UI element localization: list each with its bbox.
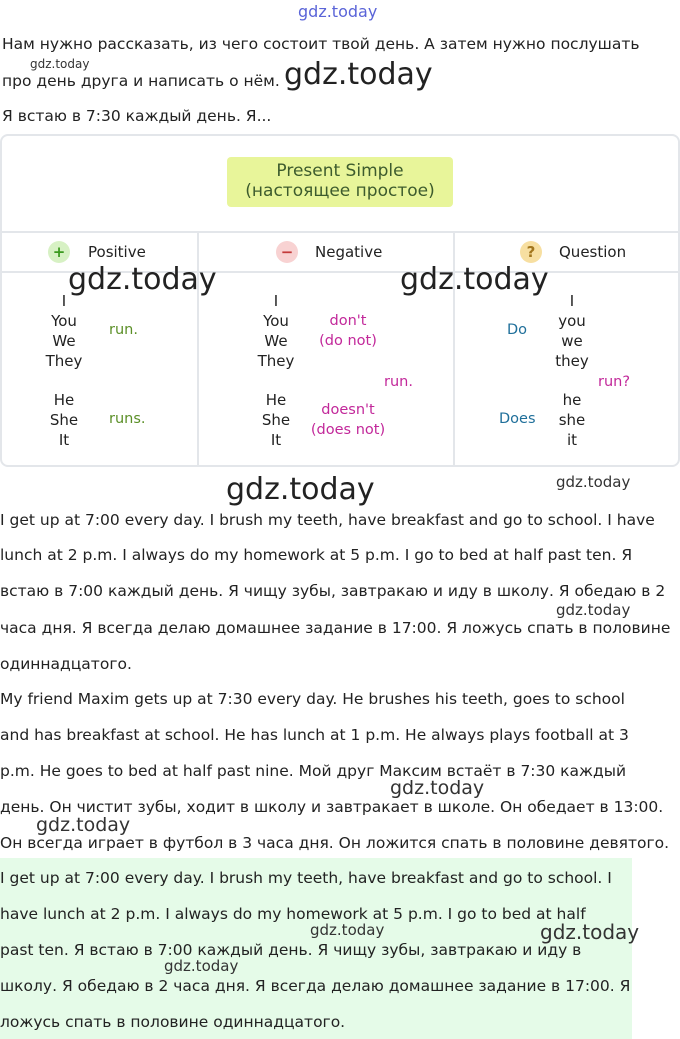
text-line: встаю в 7:00 каждый день. Я чищу зубы, завтракаю и иду в школу. Я обедаю в 2 [0,582,666,600]
intro-line-2: про день друга и написать о нём. [2,72,280,90]
table-title-line-1: Present Simple [276,161,404,181]
answer-line: I get up at 7:00 every day. I brush my teeth, have breakfast and go to school. I [0,869,612,887]
pronoun-list: he she it [558,391,586,449]
watermark: gdz.today [556,601,631,619]
intro-line-3: Я встаю в 7:30 каждый день. Я... [2,107,272,125]
aux-does: Does [499,411,536,427]
verb-run: run. [384,374,413,390]
watermark: gdz.today [68,262,217,297]
pronoun-list: I You We They [257,292,295,370]
table-divider [2,231,678,233]
pronoun-list: I you we they [555,292,589,370]
text-line: My friend Maxim gets up at 7:30 every day. He brushes his teeth, goes to school [0,690,625,708]
watermark: gdz.today [310,921,385,939]
text-line: часа дня. Я всегда делаю домашнее задание в 17:00. Я ложусь спать в половине [0,619,671,637]
watermark: gdz.today [36,814,131,836]
watermark: gdz.today [390,777,485,799]
text-line: день. Он чистит зубы, ходит в школу и завтракает в школе. Он обедает в 13:00. [0,798,664,816]
pronoun-list: He She It [49,391,79,449]
pronoun-list: He She It [261,391,291,449]
plus-icon: + [48,241,70,263]
answer-line: past ten. Я встаю в 7:00 каждый день. Я чищу зубы, завтракаю и иду в [0,941,582,959]
question-icon: ? [520,241,542,263]
verb-run: run. [109,322,138,338]
text-line: and has breakfast at school. He has lunch at 1 p.m. He always plays football at 3 [0,726,629,744]
column-title-question: Question [559,243,627,261]
column-title-negative: Negative [315,243,383,261]
aux-doesnt: doesn't (does not) [310,402,386,438]
watermark: gdz.today [400,262,549,297]
text-line: одиннадцатого. [0,655,132,673]
intro-line-1: Нам нужно рассказать, из чего состоит твой день. А затем нужно послушать [2,35,640,53]
watermark: gdz.today [226,472,375,507]
watermark: gdz.today [540,920,640,944]
text-line: p.m. He goes to bed at half past nine. Мой друг Максим встаёт в 7:30 каждый [0,762,627,780]
watermark: gdz.today [164,957,239,975]
answer-line: ложусь спать в половине одиннадцатого. [0,1013,346,1031]
watermark: gdz.today [30,57,90,71]
verb-run-question: run? [598,374,631,390]
text-line: I get up at 7:00 every day. I brush my teeth, have breakfast and go to school. I have [0,511,655,529]
table-title-line-2: (настоящее простое) [245,181,435,201]
text-line: Он всегда играет в футбол в 3 часа дня. Он ложится спать в половине девятого. [0,834,670,852]
answer-line: школу. Я обедаю в 2 часа дня. Я всегда делаю домашнее задание в 17:00. Я [0,977,631,995]
answer-line: have lunch at 2 p.m. I always do my homework at 5 p.m. I go to bed at half [0,905,586,923]
pronoun-list: I You We They [45,292,83,370]
verb-runs: runs. [109,411,146,427]
watermark-top: gdz.today [298,2,378,21]
minus-icon: − [276,241,298,263]
watermark: gdz.today [284,57,433,92]
watermark: gdz.today [556,473,631,491]
column-title-positive: Positive [88,243,146,261]
aux-dont: don't (do not) [319,313,377,349]
aux-do: Do [507,322,528,338]
table-title [227,157,453,207]
text-line: lunch at 2 p.m. I always do my homework at 5 p.m. I go to bed at half past ten. Я [0,546,633,564]
